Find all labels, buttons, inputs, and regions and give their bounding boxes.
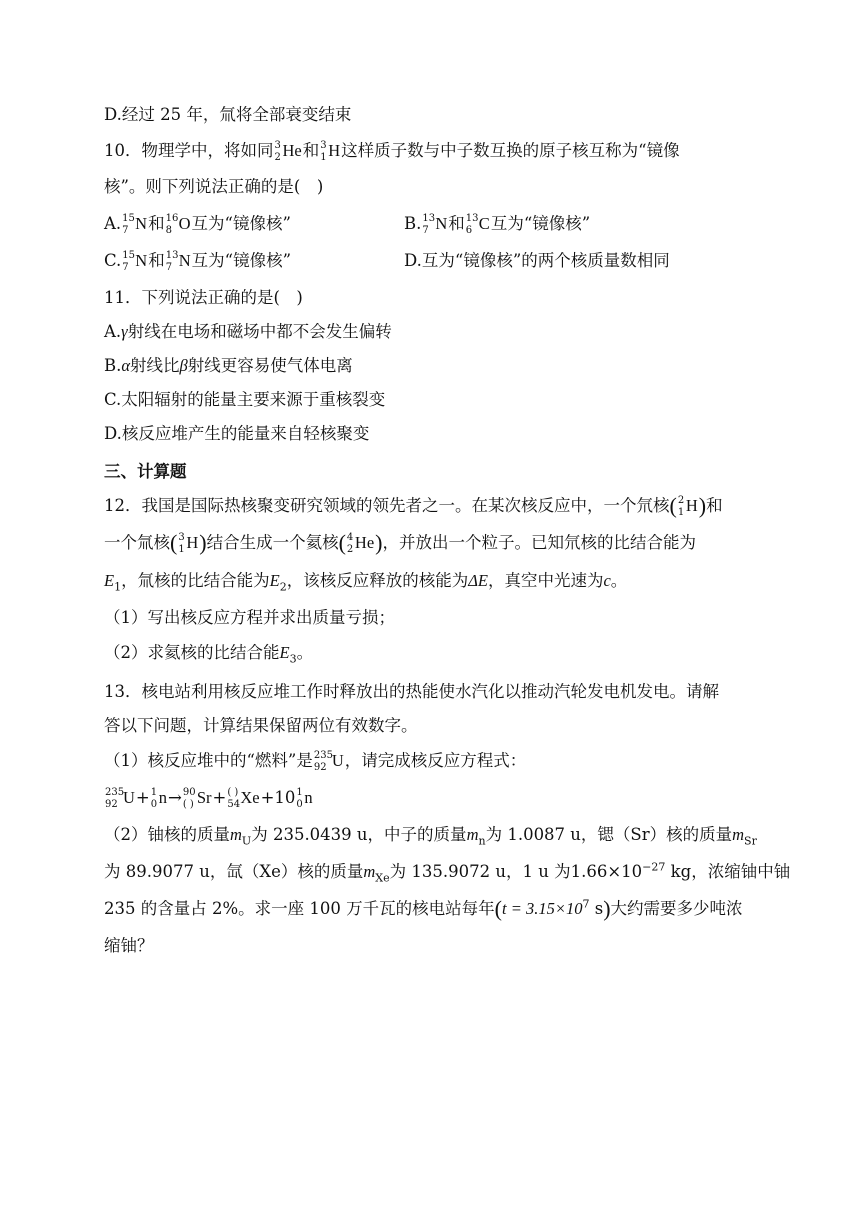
q11-stem: 11．下列说法正确的是( ) bbox=[104, 288, 303, 307]
q10-stem-line1: 10．物理学中，将如同 3 2 He和 3 1 H这样质子数与中子数互换的原子核互称为“镜像 bbox=[104, 140, 680, 163]
q12-line2: 一个氚核( 3 1 H)结合生成一个氦核( 4 2 He)，并放出一个粒子。已知氘核的比结合能为 bbox=[104, 530, 696, 555]
q10-option-a: A. 15 7 N和 16 8 O互为“镜像核” bbox=[104, 213, 291, 236]
isotope-h3: 3 1 H bbox=[320, 140, 341, 163]
q13-line1: 13．核电站利用核反应堆工作时释放出的热能使水汽化以推动汽轮发电机发电。请解 bbox=[104, 682, 719, 701]
section-heading-calculation: 三、计算题 bbox=[104, 462, 187, 481]
prev-question-option-d: D.经过 25 年，氚将全部衰变结束 bbox=[104, 105, 352, 124]
q12-subquestion-2: （2）求氦核的比结合能$E_3$。 bbox=[104, 643, 314, 666]
q10-option-c: C. 15 7 N和 13 7 N互为“镜像核” bbox=[104, 250, 292, 273]
q11-option-d: D.核反应堆产生的能量来自轻核聚变 bbox=[104, 424, 370, 443]
q13-subquestion-2-line1: （2）铀核的质量$m_U$为 235.0439 u，中子的质量$m_n$为 1.0087 u，锶（Sr）核的质量$m_{Sr}$ bbox=[104, 825, 757, 848]
q11-option-c: C.太阳辐射的能量主要来源于重核裂变 bbox=[104, 390, 386, 409]
q13-reaction-equation: 235 92 U+ 1 0 n→ 90 ( ) Sr+ ( ) 54 Xe+10 1 0 n bbox=[105, 787, 313, 810]
q13-subquestion-2-line4: 缩铀？ bbox=[104, 936, 154, 955]
q12-line3: $E_1$，氚核的比结合能为$E_2$，该核反应释放的核能为ΔE，真空中光速为c。 bbox=[104, 571, 628, 594]
q13-line2: 答以下问题，计算结果保留两位有效数字。 bbox=[104, 716, 418, 735]
q13-subquestion-2-line3: 235 的含量占 2%。求一座 100 万千瓦的核电站每年($t = 3.15\times 10^7$ s)大约需要多少吨浓 bbox=[104, 896, 743, 921]
q12-line1: 12．我国是国际热核聚变研究领域的领先者之一。在某次核反应中，一个氘核( 2 1 H)和 bbox=[104, 493, 723, 518]
q10-option-d: D.互为“镜像核”的两个核质量数相同 bbox=[404, 251, 670, 270]
q13-subquestion-2-line2: 为 89.9077 u，氙（Xe）核的质量$m_{Xe}$为 135.9072 u，1 u 为$1.66\times 10^{-27}$ kg，浓缩铀中铀 bbox=[104, 860, 791, 885]
q13-subquestion-1: （1）核反应堆中的“燃料”是 235 92 U，请完成核反应方程式： bbox=[104, 750, 527, 773]
q12-subquestion-1: （1）写出核反应方程并求出质量亏损； bbox=[104, 608, 395, 627]
q10-text-a: 10．物理学中，将如同 bbox=[104, 141, 274, 160]
q11-option-b: B.α射线比β射线更容易使气体电离 bbox=[104, 356, 353, 375]
q11-option-a: A.γ射线在电场和磁场中都不会发生偏转 bbox=[104, 322, 392, 341]
isotope-he3: 3 2 He bbox=[274, 140, 302, 163]
q10-text-b: 这样质子数与中子数互换的原子核互称为“镜像 bbox=[341, 141, 680, 160]
q10-stem-line2: 核”。则下列说法正确的是( ) bbox=[104, 177, 324, 196]
q10-option-b: B. 13 7 N和 13 6 C互为“镜像核” bbox=[404, 213, 591, 236]
